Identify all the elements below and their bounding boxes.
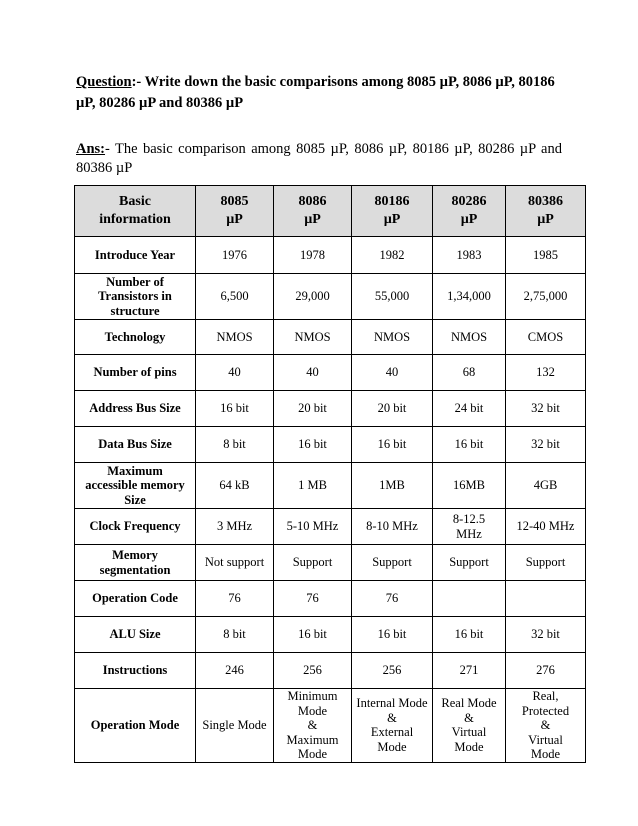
cell-line: 55,000: [374, 289, 410, 304]
table-cell: [196, 237, 274, 274]
table-cell: [433, 653, 506, 689]
cell-line: Virtual: [451, 725, 487, 740]
cell-line: &: [307, 718, 318, 732]
table-cell: [196, 274, 274, 320]
table-cell: [506, 509, 586, 545]
cell-line: 6,500: [220, 289, 249, 304]
answer-text: - The basic comparison among 8085 µP, 8086 µP, 80186 µP, 80286 µP and 80386 µP: [76, 141, 562, 176]
cell-line: 3 MHz: [216, 519, 253, 534]
cell-line: 40: [385, 365, 399, 380]
cell-line: Size: [124, 492, 146, 507]
table-cell: [196, 509, 274, 545]
cell-line: NMOS: [450, 329, 488, 344]
table-row: [75, 689, 586, 763]
cell-line: Transistors in: [98, 289, 172, 304]
table-cell: [196, 653, 274, 689]
cell-line: 246: [225, 663, 244, 678]
cell-line: Support: [292, 555, 333, 570]
table-cell: [352, 545, 433, 581]
cell-line: Real,: [532, 689, 559, 703]
cell-line: Instructions: [102, 663, 168, 678]
cell-line: Internal Mode: [356, 696, 428, 711]
table-cell: [433, 617, 506, 653]
cell-line: 16 bit: [454, 437, 484, 452]
table-cell: [196, 617, 274, 653]
cell-line: 64 kB: [219, 478, 250, 493]
cell-line: 16MB: [453, 478, 485, 493]
table-cell: [433, 320, 506, 355]
table-cell: [274, 391, 352, 427]
cell-line: 8 bit: [223, 437, 246, 452]
question-paragraph: [76, 72, 562, 114]
table-cell: [433, 545, 506, 581]
cell-line: 1983: [456, 247, 482, 262]
table-cell: [274, 427, 352, 463]
cell-line: Address Bus Size: [89, 401, 181, 416]
table-row: [75, 274, 586, 320]
cell-line: Operation Code: [92, 591, 178, 606]
cell-line: 20 bit: [298, 401, 327, 416]
cell-line: 8-12.5: [452, 512, 486, 526]
cell-line: CMOS: [527, 329, 564, 344]
cell-line: 5-10 MHz: [286, 519, 339, 534]
table-row: [75, 320, 586, 355]
table-cell: [506, 391, 586, 427]
cell-line: µP: [537, 212, 554, 227]
cell-line: 16 bit: [377, 437, 407, 452]
answer-paragraph: [76, 140, 562, 178]
cell-line: Basic: [119, 194, 151, 209]
cell-line: &: [387, 710, 397, 725]
table-cell: [196, 581, 274, 617]
table-row: [75, 355, 586, 391]
table-header-cell: [352, 186, 433, 237]
table-cell: [433, 274, 506, 320]
cell-line: Introduce Year: [94, 247, 176, 262]
row-label-cell: [75, 237, 196, 274]
row-label-cell: [75, 653, 196, 689]
cell-line: µP: [226, 212, 243, 227]
table-cell: [506, 617, 586, 653]
table-cell: [506, 689, 586, 763]
table-cell: [352, 509, 433, 545]
table-row: [75, 237, 586, 274]
table-cell: [352, 689, 433, 763]
table-cell: [196, 320, 274, 355]
cell-line: 8085: [220, 194, 249, 209]
table-row: [75, 391, 586, 427]
cell-line: Number of pins: [93, 365, 177, 380]
cell-line: Support: [449, 555, 489, 570]
cell-line: 1 MB: [298, 478, 327, 493]
table-cell: [352, 355, 433, 391]
cell-line: 40: [228, 365, 241, 380]
cell-line: 4GB: [533, 478, 558, 493]
cell-line: µP: [304, 212, 321, 227]
cell-line: Mode: [530, 747, 561, 761]
table-cell: [433, 237, 506, 274]
row-label-cell: [75, 545, 196, 581]
cell-line: 2,75,000: [523, 289, 568, 304]
table-cell: [196, 427, 274, 463]
table-row: [75, 617, 586, 653]
cell-line: information: [99, 212, 171, 227]
table-cell: [352, 320, 433, 355]
table-cell: [506, 545, 586, 581]
row-label-cell: [75, 391, 196, 427]
cell-line: 12-40 MHz: [516, 519, 575, 534]
cell-line: 8086: [298, 194, 327, 209]
cell-line: segmentation: [99, 562, 171, 577]
table-cell: [352, 581, 433, 617]
table-cell: [352, 653, 433, 689]
cell-line: 68: [462, 365, 476, 380]
document-page: [76, 72, 562, 178]
cell-line: Mode: [297, 747, 328, 761]
cell-line: Mode: [454, 739, 484, 754]
row-label-cell: [75, 689, 196, 763]
cell-line: NMOS: [373, 329, 411, 344]
table-cell: [196, 463, 274, 509]
table-cell: [506, 581, 586, 617]
cell-line: 271: [459, 663, 479, 678]
cell-line: Memory: [112, 548, 158, 562]
table-cell: [506, 320, 586, 355]
row-label-cell: [75, 617, 196, 653]
table-cell: [506, 237, 586, 274]
table-cell: [352, 391, 433, 427]
cell-line: Data Bus Size: [98, 437, 172, 452]
table-cell: [433, 463, 506, 509]
table-cell: [274, 320, 352, 355]
cell-line: 256: [382, 663, 402, 678]
table-cell: [274, 617, 352, 653]
table-cell: [352, 617, 433, 653]
table-cell: [196, 355, 274, 391]
cell-line: 32 bit: [531, 627, 560, 642]
table-cell: [352, 274, 433, 320]
table-cell: [196, 545, 274, 581]
cell-line: External: [370, 725, 414, 740]
cell-line: 76: [228, 591, 241, 606]
cell-line: Virtual: [528, 732, 563, 747]
table-header-cell: [506, 186, 586, 237]
cell-line: Support: [525, 555, 566, 570]
cell-line: Maximum: [286, 732, 339, 747]
cell-line: Maximum: [107, 463, 163, 478]
table-cell: [352, 463, 433, 509]
cell-line: 80286: [451, 194, 487, 209]
row-label-cell: [75, 355, 196, 391]
cell-line: 16 bit: [454, 627, 484, 642]
table-header-cell: [196, 186, 274, 237]
table-cell: [352, 427, 433, 463]
table-header-cell: [274, 186, 352, 237]
table-row: [75, 653, 586, 689]
cell-line: structure: [110, 303, 160, 318]
table-cell: [274, 237, 352, 274]
cell-line: Support: [372, 555, 412, 570]
cell-line: 1982: [379, 247, 405, 262]
table-cell: [433, 391, 506, 427]
cell-line: Clock Frequency: [89, 519, 181, 534]
cell-line: µP: [460, 212, 478, 227]
table-cell: [274, 274, 352, 320]
cell-line: Real Mode: [441, 696, 497, 711]
cell-line: NMOS: [216, 329, 253, 344]
table-cell: [506, 274, 586, 320]
table-header-cell: [433, 186, 506, 237]
table-row: [75, 545, 586, 581]
cell-line: Protected: [521, 703, 570, 718]
table-cell: [274, 581, 352, 617]
row-label-cell: [75, 463, 196, 509]
cell-line: 8 bit: [223, 627, 246, 642]
table-cell: [196, 391, 274, 427]
cell-line: accessible memory: [85, 478, 185, 493]
cell-line: ALU Size: [109, 627, 161, 642]
row-label-cell: [75, 509, 196, 545]
table-cell: [274, 355, 352, 391]
table-cell: [274, 509, 352, 545]
cell-line: Mode: [377, 739, 407, 754]
cell-line: MHz: [456, 526, 482, 541]
cell-line: &: [464, 710, 474, 725]
answer-label: Ans:: [76, 141, 106, 157]
table-body: [75, 237, 586, 763]
cell-line: 80186: [374, 194, 410, 209]
table-cell: [433, 689, 506, 763]
cell-line: Mode: [297, 703, 328, 718]
table-cell: [433, 427, 506, 463]
row-label-cell: [75, 274, 196, 320]
row-label-cell: [75, 427, 196, 463]
cell-line: 40: [306, 365, 319, 380]
table-cell: [506, 653, 586, 689]
table-cell: [274, 689, 352, 763]
cell-line: 20 bit: [377, 401, 407, 416]
cell-line: µP: [383, 212, 401, 227]
cell-line: Operation Mode: [90, 718, 180, 732]
question-label: Question: [76, 74, 132, 90]
cell-line: Number of: [106, 274, 164, 289]
table-cell: [274, 463, 352, 509]
cell-line: NMOS: [294, 329, 331, 344]
cell-line: 132: [536, 365, 555, 380]
table-cell: [506, 463, 586, 509]
cell-line: &: [540, 718, 551, 732]
row-label-cell: [75, 581, 196, 617]
cell-line: Not support: [204, 555, 265, 570]
cell-line: 76: [385, 591, 399, 606]
table-cell: [433, 581, 506, 617]
table-cell: [506, 355, 586, 391]
table-header-cell: [75, 186, 196, 237]
cell-line: 1978: [300, 247, 325, 262]
table-cell: [352, 237, 433, 274]
table-row: [75, 463, 586, 509]
cell-line: 256: [303, 663, 322, 678]
cell-line: 32 bit: [531, 437, 560, 452]
cell-line: 80386: [528, 194, 563, 209]
cell-line: 16 bit: [298, 437, 327, 452]
table-cell: [274, 653, 352, 689]
table-header-row: [75, 186, 586, 237]
cell-line: 16 bit: [298, 627, 327, 642]
cell-line: 1MB: [379, 478, 405, 493]
table-row: [75, 427, 586, 463]
cell-line: 1,34,000: [447, 289, 491, 304]
cell-line: 1985: [533, 247, 558, 262]
table-row: [75, 581, 586, 617]
table-cell: [196, 689, 274, 763]
cell-line: Single Mode: [202, 718, 267, 732]
cell-line: Technology: [104, 329, 166, 344]
cell-line: 29,000: [295, 289, 330, 304]
cell-line: 8-10 MHz: [366, 519, 418, 534]
comparison-table: [74, 185, 586, 763]
table-cell: [506, 427, 586, 463]
table-cell: [274, 545, 352, 581]
cell-line: 276: [536, 663, 555, 678]
table-cell: [433, 509, 506, 545]
cell-line: 16 bit: [377, 627, 407, 642]
cell-line: 32 bit: [531, 401, 560, 416]
cell-line: 24 bit: [454, 401, 484, 416]
table-cell: [433, 355, 506, 391]
cell-line: 76: [306, 591, 319, 606]
row-label-cell: [75, 320, 196, 355]
cell-line: 16 bit: [220, 401, 249, 416]
cell-line: 1976: [222, 247, 247, 262]
question-text: :- Write down the basic comparisons among 8085 µP, 8086 µP, 80186 µP, 80286 µP and 80386 µP: [76, 74, 555, 111]
cell-line: Minimum: [287, 689, 338, 703]
table-row: [75, 509, 586, 545]
